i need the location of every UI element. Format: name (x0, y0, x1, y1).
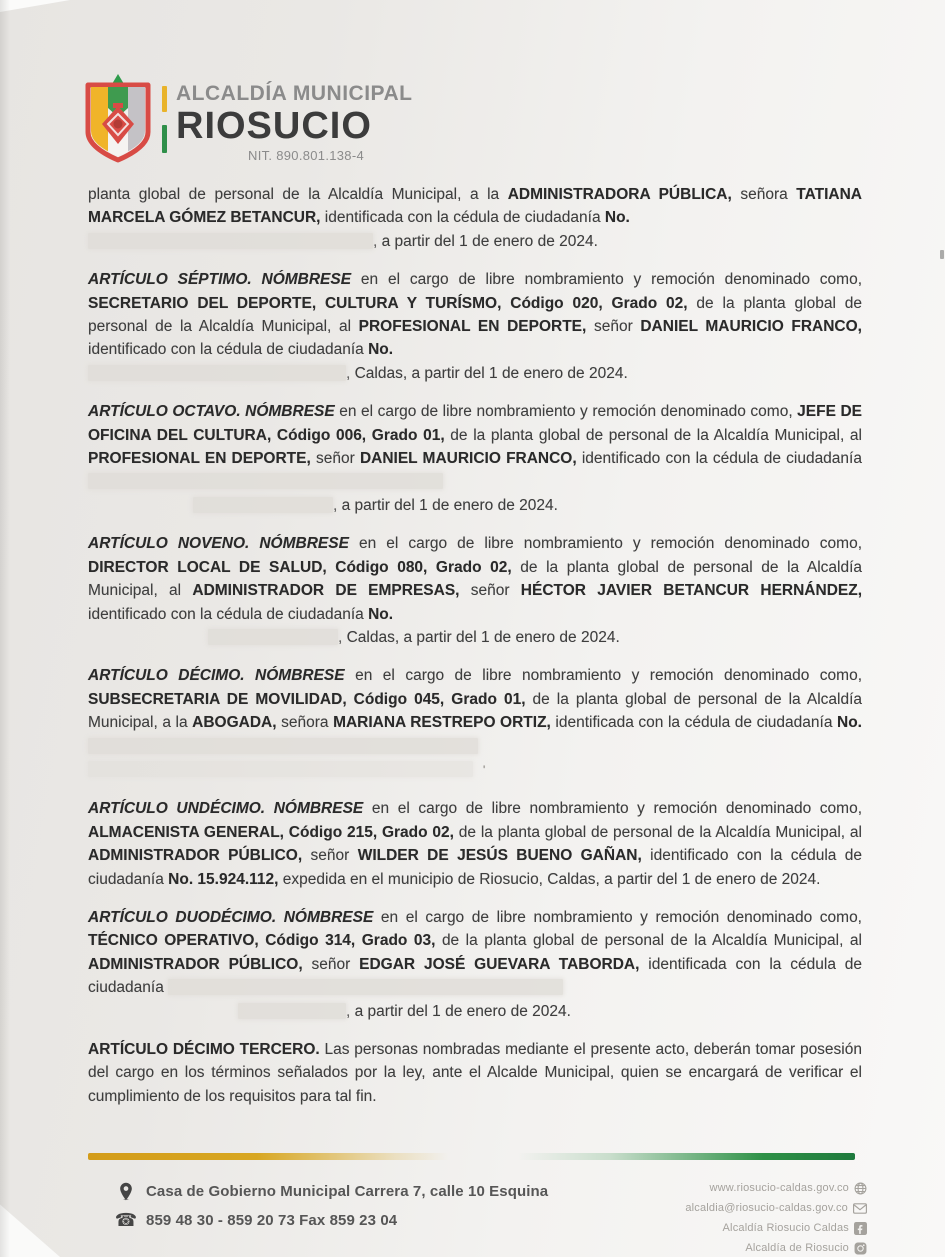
paragraph-tail: , Caldas, a partir del 1 de enero de 2024. (88, 362, 862, 385)
footer-instagram-row (685, 1238, 867, 1257)
paragraph-tail: , a partir del 1 de enero de 2024. (88, 494, 862, 517)
paragraph-text: ARTÍCULO OCTAVO. NÓMBRESE en el cargo de libre nombramiento y remoción denominado como, JEFE DE OFICINA DEL CULTURA, Código 006, Grado 01, de la planta global de personal de la Alcaldía Municipal, al PROFESIONAL EN DEPORTE, señor DANIEL MAURICIO FRANCO, identificado con la cédula de ciudadanía (88, 400, 862, 494)
articulo-undecimo-paragraph (88, 797, 862, 891)
footer-phone-row (115, 1211, 548, 1229)
intro-paragraph (88, 183, 862, 253)
footer-website: www.riosucio-caldas.gov.co (709, 1182, 849, 1194)
articulo-octavo-paragraph (88, 400, 862, 517)
paragraph-text: ARTÍCULO DÉCIMO. NÓMBRESE en el cargo de libre nombramiento y remoción denominado como, SUBSECRETARIA DE MOVILIDAD, Código 045, Grado 01, de la planta global de personal de la Alcaldía Municipal, a la ABOGADA, señora MARIANA RESTREPO ORTIZ, identificada con la cédula de ciudadanía No. (88, 664, 862, 758)
footer-address: Casa de Gobierno Municipal Carrera 7, calle 10 Esquina (146, 1183, 549, 1200)
articulo-decimo-tercero-paragraph (88, 1038, 862, 1108)
email-icon (853, 1203, 867, 1214)
footer-facebook-row (685, 1218, 867, 1238)
scan-artifact-top-left (0, 0, 70, 12)
footer-address-row (115, 1182, 548, 1201)
paragraph-text: ARTÍCULO SÉPTIMO. NÓMBRESE en el cargo de libre nombramiento y remoción denominado como, SECRETARIO DEL DEPORTE, CULTURA Y TURÍSMO, Código 020, Grado 02, de la planta global de personal de la Alcaldía Municipal, al PROFESIONAL EN DEPORTE, señor DANIEL MAURICIO FRANCO, identificado con la cédula de ciudadanía No. (88, 271, 862, 359)
paragraph-text: planta global de personal de la Alcaldía Municipal, a la ADMINISTRADORA PÚBLICA, señora TATIANA MARCELA GÓMEZ BETANCUR, identificada con la cédula de ciudadanía No. (88, 186, 862, 227)
articulo-decimo-paragraph (88, 664, 862, 782)
facebook-icon (854, 1222, 867, 1235)
logo-divider-yellow (162, 86, 167, 112)
footer-phone: 859 48 30 - 859 20 73 Fax 859 23 04 (146, 1211, 398, 1229)
letterhead (82, 74, 412, 166)
logo-divider (162, 86, 167, 153)
logo-divider-green (162, 125, 167, 153)
paragraph-text: ARTÍCULO NOVENO. NÓMBRESE en el cargo de libre nombramiento y remoción denominado como, DIRECTOR LOCAL DE SALUD, Código 080, Grado 02, de la planta global de personal de la Alcaldía Municipal, al ADMINISTRADOR DE EMPRESAS, señor HÉCTOR JAVIER BETANCUR HERNÁNDEZ, identificado con la cédula de ciudadanía No. (88, 535, 863, 623)
paragraph-tail: , Caldas, a partir del 1 de enero de 2024. (88, 626, 862, 649)
paragraph-text: ARTÍCULO DÉCIMO TERCERO. Las personas nombradas mediante el presente acto, deberán tomar posesión del cargo en los términos señalados por la ley, ante el Alcalde Municipal, quien se encargará de verificar el cumplimiento de los requisitos para tal fin. (88, 1041, 862, 1105)
paragraph-tail: , a partir del 1 de enero de 2024. (88, 1000, 862, 1023)
footer-facebook: Alcaldía Riosucio Caldas (722, 1222, 849, 1234)
paragraph-text: ARTÍCULO DUODÉCIMO. NÓMBRESE en el cargo de libre nombramiento y remoción denominado como, TÉCNICO OPERATIVO, Código 314, Grado 03, de la planta global de personal de la Alcaldía Municipal, al ADMINISTRADOR PÚBLICO, señor EDGAR JOSÉ GUEVARA TABORDA, identificada con la cédula de ciudadanía (88, 908, 863, 997)
scan-artifact-speck (940, 250, 944, 259)
articulo-septimo-paragraph (88, 268, 862, 385)
articulo-duodecimo-paragraph (88, 906, 862, 1023)
footer-instagram: Alcaldía de Riosucio (745, 1242, 849, 1254)
letterhead-text (176, 74, 412, 163)
instagram-icon (854, 1242, 867, 1255)
footer-divider (88, 1153, 855, 1160)
phone-icon: ☎ (114, 1210, 138, 1230)
footer-email-row (685, 1198, 867, 1218)
nit-number: NIT. 890.801.138-4 (248, 147, 364, 163)
globe-icon (854, 1182, 867, 1195)
paragraph-text: ARTÍCULO UNDÉCIMO. NÓMBRESE en el cargo de libre nombramiento y remoción denominado como, ALMACENISTA GENERAL, Código 215, Grado 02, de la planta global de personal de la Alcaldía Municipal, al ADMINISTRADOR PÚBLICO, señor WILDER DE JESÚS BUENO GAÑAN, identificado con la cédula de ciudadanía No. 15.924.112, expedida en el municipio de Riosucio, Caldas, a partir del 1 de enero de 2024. (88, 800, 862, 888)
org-name: ALCALDÍA MUNICIPAL (176, 82, 413, 105)
location-pin-icon (115, 1182, 137, 1201)
footer-website-row (685, 1178, 867, 1198)
paragraph-tail: ' (88, 758, 862, 782)
footer-email: alcaldia@riosucio-caldas.gov.co (685, 1202, 848, 1214)
scan-edge-shadow (0, 0, 10, 1257)
footer-links-block (685, 1178, 867, 1257)
document-body (88, 183, 862, 1123)
municipal-crest-icon (82, 74, 154, 166)
city-name: RIOSUCIO (176, 105, 372, 147)
footer-contact-block (115, 1182, 548, 1239)
paragraph-tail: , a partir del 1 de enero de 2024. (88, 230, 862, 253)
articulo-noveno-paragraph (88, 532, 862, 649)
